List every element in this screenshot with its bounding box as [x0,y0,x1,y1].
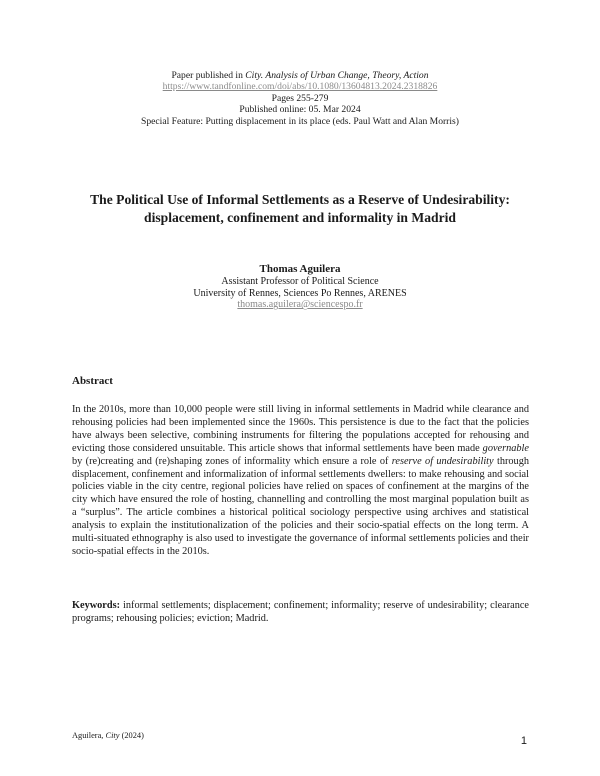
title-line-1: The Political Use of Informal Settlements as a Reserve of Undesirability: [90,192,510,207]
title-line-2: displacement, confinement and informality in Madrid [144,210,456,225]
author-name: Thomas Aguilera [259,263,341,275]
paper-title [60,191,540,227]
publication-line: Paper published in City. Analysis of Urban Change, Theory, Action [171,70,429,81]
paper-header [0,70,600,127]
doi-link[interactable]: https://www.tandfonline.com/doi/abs/10.1080/13604813.2024.2318826 [162,81,438,93]
keywords-label: Keywords: [72,600,121,611]
journal-name: City. Analysis of Urban Change, Theory, Action [245,70,429,81]
author-block [0,262,600,311]
running-footer: Aguilera, City (2024) [72,731,144,740]
author-email-link[interactable]: thomas.aguilera@sciencespo.fr [237,299,363,311]
special-feature-line: Special Feature: Putting displacement in its place (eds. Paul Watt and Alan Morris) [141,115,459,127]
author-affiliation: University of Rennes, Sciences Po Rennes, ARENES [193,287,407,299]
abstract-heading: Abstract [72,375,113,387]
author-position: Assistant Professor of Political Science [221,276,379,287]
published-online-line: Published online: 05. Mar 2024 [239,104,361,116]
page-number: 1 [520,735,527,747]
pages-line: Pages 255-279 [271,92,329,104]
abstract-body: In the 2010s, more than 10,000 people were still living in informal settlements in Madrid while clearance and rehousing policies had been implemented since the 1960s. This persistence is due to the fact that the policies have always been selective, combining instruments for filtering the populations accepted for rehousing and evicting those considered unsuitable. This article shows that informal settlements have been made governable by (re)creating and (re)shaping zones of informality which ensure a role of reserve of undesirability through displacement, confinement and informalization of informal settlements dwellers: to make rehousing and social policies viable in the city centre, regional policies have relied on spaces of confinement at the margins of the city which have ensured the role of hosting, channelling and controlling the most marginal population built as a “surplus”. The article combines a historical political sociology perspective using archives and statistical analysis to explain the institutionalization of the policies and their socio-spatial effects on the long term. A multi-situated ethnography is also used to investigate the governance of informal settlements policies and their socio-spatial effects in the 2010s. [72,404,529,557]
keywords-text: informal settlements; displacement; confinement; informality; reserve of undesirability; clearance programs; rehousing policies; eviction; Madrid. [72,600,529,624]
keywords [72,599,529,625]
